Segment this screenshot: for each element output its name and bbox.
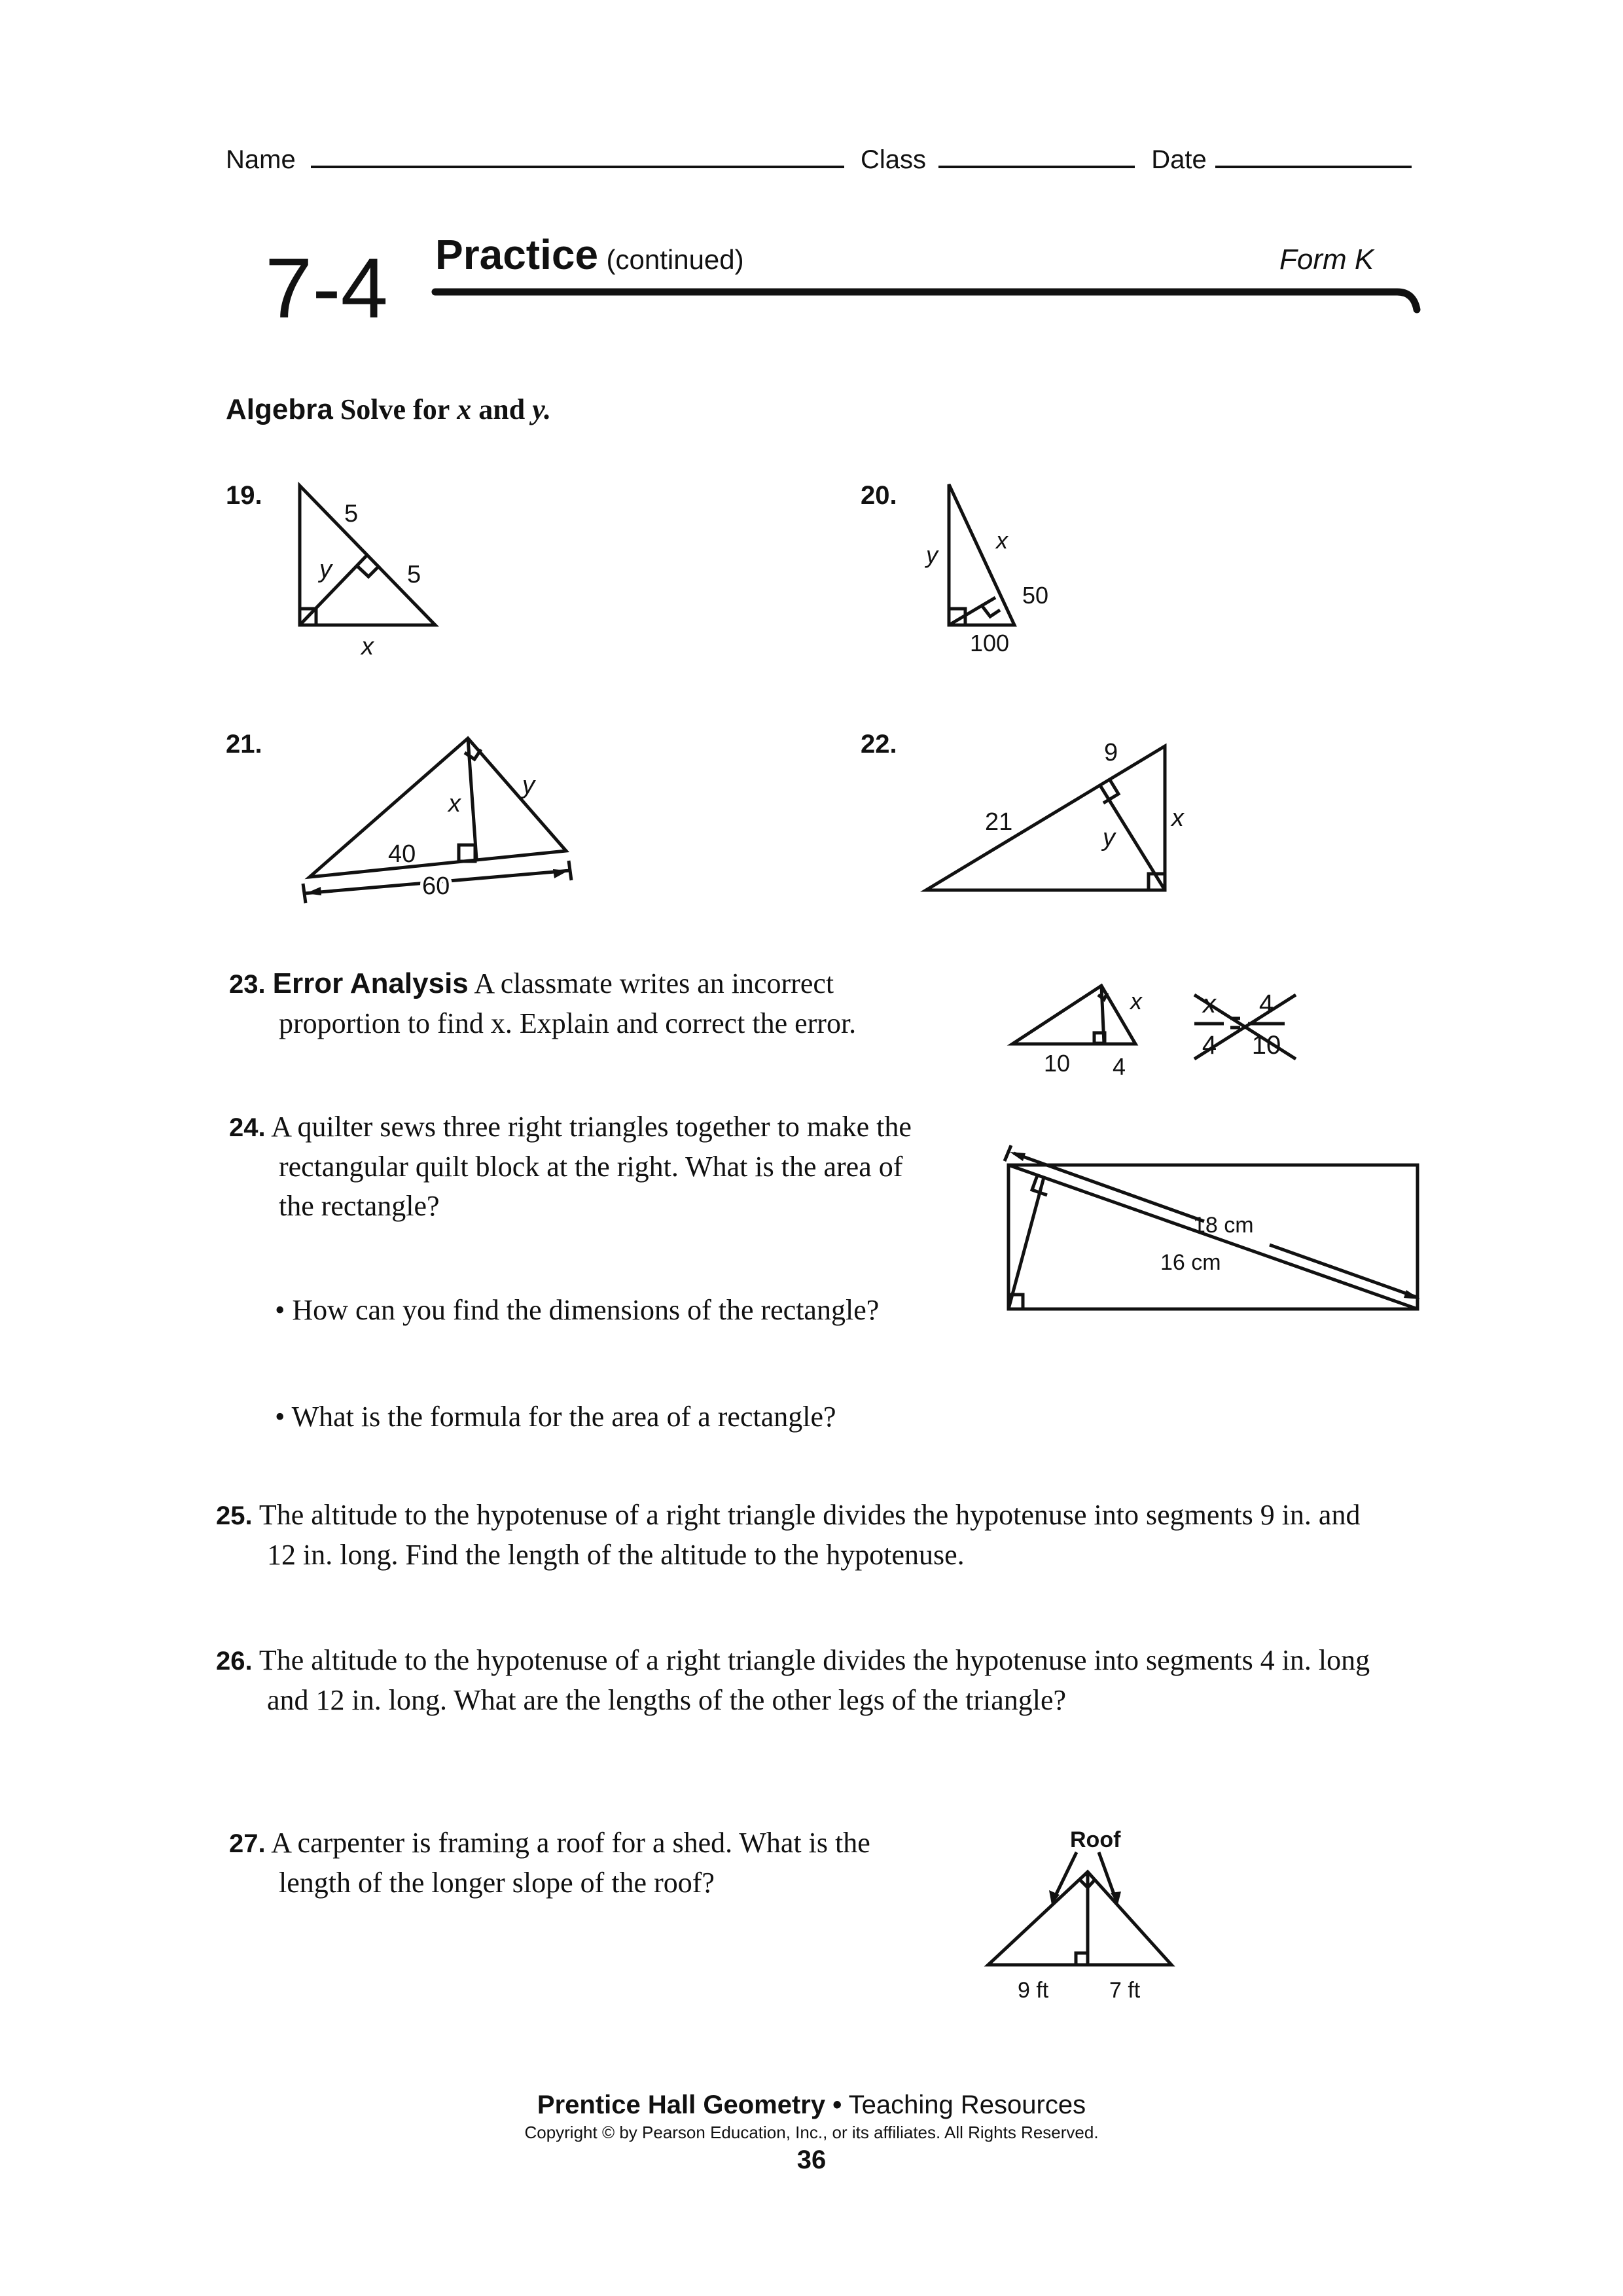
title-continued: (continued) [606,244,744,275]
problem-22-number: 22. [861,730,897,759]
p21-label-base: 60 [422,872,450,900]
problem-24-line2: rectangular quilt block at the right. What is the area of [279,1151,903,1183]
problem-20-figure [916,471,1086,661]
problem-24-hint-2: • What is the formula for the area of a rectangle? [275,1401,836,1433]
p20-label-hyp: x [996,527,1008,554]
problem-27-number: 27. [229,1829,266,1858]
problem-19-number: 19. [226,481,262,510]
problem-25-line2: 12 in. long. Find the length of the altitude to the hypotenuse. [267,1539,965,1571]
problem-26-line1: The altitude to the hypotenuse of a right triangle divides the hypotenuse into segments 4 in. long [259,1644,1370,1676]
p20-label-seg: 50 [1022,582,1049,609]
problem-26-number: 26. [216,1647,253,1676]
problem-21-number: 21. [226,730,262,759]
p19-label-top: 5 [344,500,359,528]
p21-label-alt: x [448,790,461,817]
p23-den-left: 4 [1202,1031,1217,1060]
problem-20-number: 20. [861,481,897,510]
instructions-text-pre: Solve for [340,393,450,425]
problem-24-number: 24. [229,1113,266,1142]
instructions [226,393,551,426]
p23-label-x: x [1130,988,1142,1014]
p23-num-left: x [1203,990,1216,1018]
form-label: Form K [1279,243,1374,276]
p20-label-left: y [926,541,938,568]
instructions-var-y: y. [532,393,552,425]
p27-label-right: 7 ft [1109,1978,1141,2003]
p23-incorrect-proportion [1194,990,1296,1060]
problem-27-line1: A carpenter is framing a roof for a shed. What is the [271,1827,870,1859]
footer-resource: Teaching Resources [848,2090,1086,2119]
p23-label-seg2: 4 [1113,1053,1126,1080]
p20-label-base: 100 [970,630,1010,656]
problem-24-line1: A quilter sews three right triangles together to make the [271,1111,912,1143]
p22-label-leg: x [1171,804,1184,832]
problem-25 [216,1496,1459,1575]
problem-23-line2: proportion to find x. Explain and correct the error. [279,1007,857,1039]
triangle-22 [926,746,1165,890]
instructions-lead: Algebra [226,393,333,425]
p19-label-right: 5 [407,561,421,588]
problem-25-line1: The altitude to the hypotenuse of a right triangle divides the hypotenuse into segments 9 in. and [259,1499,1361,1531]
title-practice: Practice [435,231,599,278]
header-row [226,145,1412,175]
problem-23-number: 23. [229,970,266,999]
date-label: Date [1151,145,1207,174]
p23-label-seg1: 10 [1044,1050,1071,1077]
problem-22-figure [913,733,1207,903]
instructions-var-x: x [457,393,472,425]
page-title [435,230,744,279]
p22-label-alt: y [1103,824,1115,852]
p23-num-right: 4 [1258,990,1274,1018]
lesson-number: 7-4 [265,240,388,336]
footer-bullet: • [832,2090,842,2119]
p24-label-seg: 16 cm [1160,1250,1221,1275]
problem-25-number: 25. [216,1501,253,1530]
p21-label-leg: y [522,772,535,799]
problem-26-line2: and 12 in. long. What are the lengths of the other legs of the triangle? [267,1684,1067,1716]
p27-label-left: 9 ft [1018,1978,1049,2003]
name-field[interactable] [311,166,844,168]
triangle-21 [310,738,566,877]
problem-23-lead: Error Analysis [272,967,469,999]
date-field[interactable] [1215,166,1412,168]
problem-24-line3: the rectangle? [279,1190,440,1222]
p21-label-seg: 40 [388,840,416,868]
p22-label-hyp: 21 [985,808,1013,836]
problem-23-line1: A classmate writes an incorrect [474,967,834,999]
problem-27 [229,1823,949,1903]
roof-triangle [988,1872,1171,1965]
p24-label-diag: 18 cm [1193,1213,1254,1238]
p27-label-roof: Roof [1070,1827,1121,1852]
problem-24 [229,1107,982,1226]
triangle-23 [1012,986,1135,1044]
problem-24-hint-1: • How can you find the dimensions of the rectangle? [275,1294,880,1326]
problem-23-figure [1005,975,1319,1080]
problem-27-figure [978,1820,1188,2009]
problem-23 [229,964,949,1043]
problem-21-figure [291,720,592,910]
problem-24-figure [998,1139,1430,1322]
p19-label-base: x [361,633,374,660]
class-field[interactable] [938,166,1135,168]
footer-copyright: Copyright © by Pearson Education, Inc., or its affiliates. All Rights Reserved. [524,2123,1099,2142]
name-label: Name [226,145,296,174]
p22-label-top: 9 [1104,739,1118,766]
problem-19-figure [281,471,458,661]
page-number: 36 [796,2145,827,2174]
problem-27-line2: length of the longer slope of the roof? [279,1867,715,1899]
footer-book: Prentice Hall Geometry [537,2090,826,2119]
instructions-text-mid: and [478,393,526,425]
class-label: Class [860,145,926,174]
problem-26 [216,1641,1459,1720]
p23-den-right: 10 [1251,1031,1281,1060]
p19-label-alt: y [319,556,332,583]
title-rule [429,278,1423,317]
footer [0,2089,1623,2176]
